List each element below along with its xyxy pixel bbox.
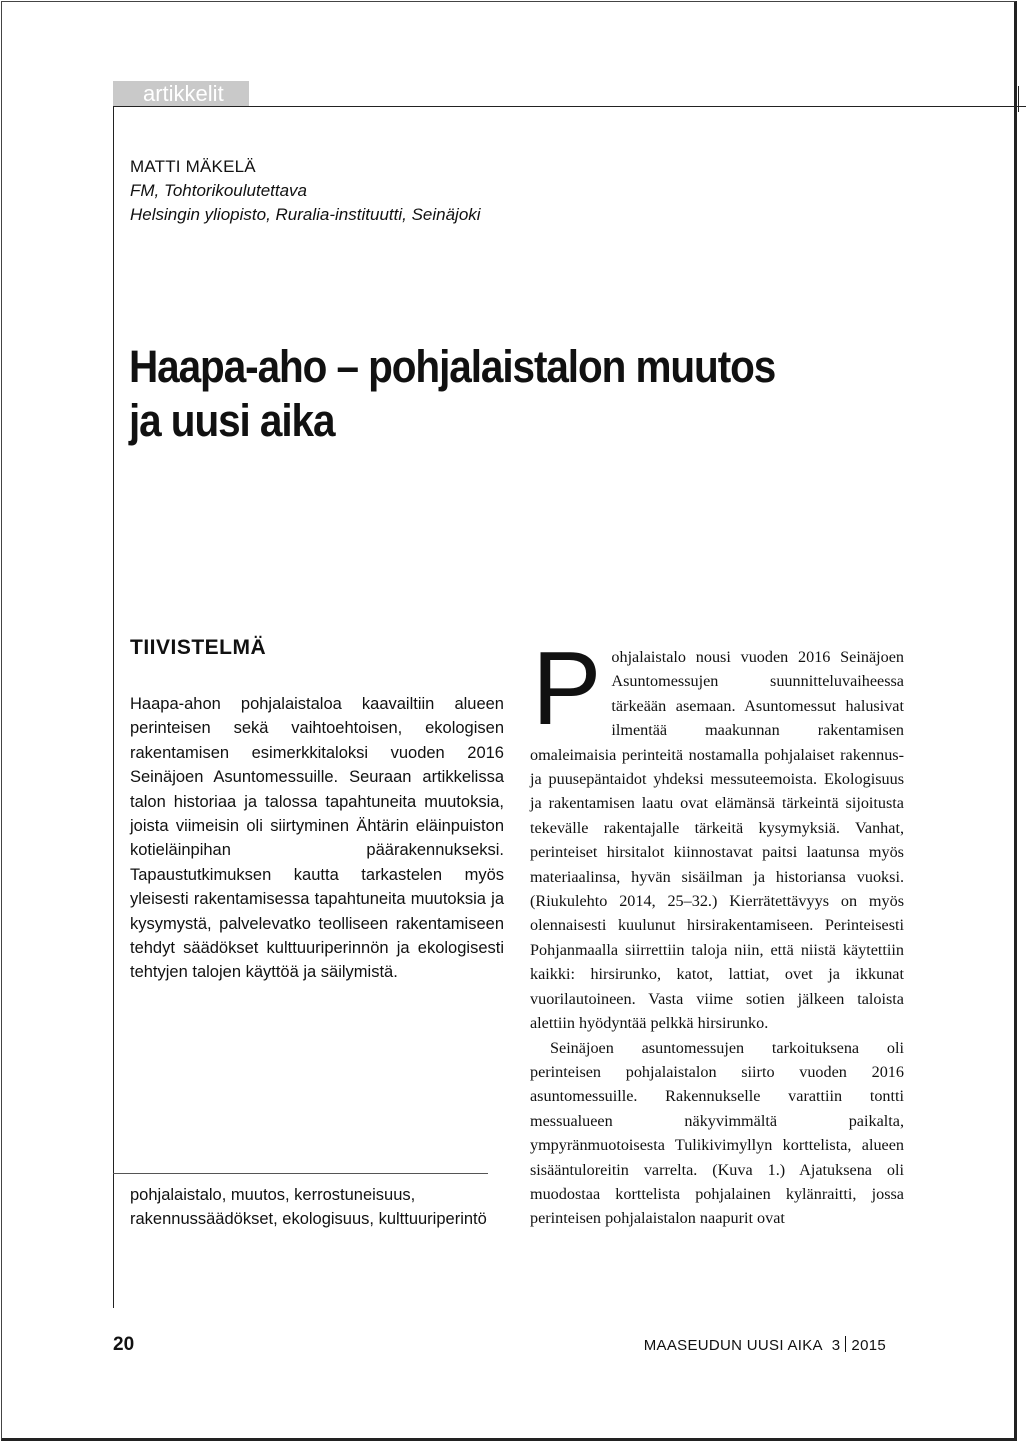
section-label: artikkelit bbox=[113, 81, 249, 106]
drop-cap: P bbox=[532, 631, 602, 747]
author-affiliation: Helsingin yliopisto, Ruralia-instituutti, Seinäjoki bbox=[130, 205, 481, 224]
article-title: Haapa-aho – pohjalaistalon muutos ja uusi aika bbox=[129, 341, 776, 446]
margin-rule bbox=[113, 106, 114, 1308]
author-name: MATTI MÄKELÄ bbox=[130, 157, 256, 176]
body-paragraph-1-text: ohjalaistalo nousi vuoden 2016 Seinäjoen Asuntomessujen suunnitteluvaiheessa tärkeään asemaan. Asuntomessut halusivat ilmentää maakunnan rakentamisen omaleimaisia perinteitä nostamalla pohjalaiset rakennus- ja puusepäntaidot yhdeksi messuteemoista. Ekologisuus ja rakentamisen laatu ovat elämänsä tärkeintä sijoitusta tekevälle rakentajalle tärkeitä kysymyksiä. Vanhat, perinteiset hirsitalot kiinnostavat paitsi laatunsa myös materiaalinsa, hyvän sisäilman ja historiansa vuoksi. (Riukulehto 2014, 25–32.) Kierrätettävyys on myös olennaisesti kuulunut hirsirakentamiseen. Perinteisesti Pohjanmaalla siirrettiin taloja niin, että niistä käytettiin kaikki: hirsirunko, katot, lattiat, ovet ja ikkunat vuorilautoineen. Vasta viime sotien jälkeen taloista alettiin hyödyntää pelkkä hirsirunko. bbox=[530, 648, 904, 1033]
corner-tick bbox=[1018, 86, 1019, 112]
body-paragraph-1 bbox=[530, 631, 904, 1036]
abstract-text: Haapa-ahon pohjalaistaloa kaavailtiin alueen perinteisen sekä vaihtoehtoisen, ekologisen rakentamisen esimerkkitaloksi vuoden 2016 Seinäjoen Asuntomessuille. Seuraan artikkelissa talon historiaa ja talossa tapahtuneita muutoksia, joista viimeisin oli siirtyminen Ähtärin eläinpuiston kotieläinpihan päärakennukseksi. Tapaustutkimuksen kautta tarkastelen myös yleisesti rakentamisessa tapahtuneita muutoksia ja kysymystä, palvelevatko teolliseen rakentamiseen tehdyt säädökset kulttuuriperinnön ja ekologisesti tehtyjen talojen käyttöä ja säilymistä. bbox=[130, 695, 504, 982]
page-number: 20 bbox=[113, 1334, 135, 1355]
journal-year: 2015 bbox=[851, 1337, 886, 1354]
body-column bbox=[530, 631, 904, 1231]
journal-issue: 3 bbox=[831, 1337, 841, 1354]
journal-name: MAASEUDUN UUSI AIKA bbox=[643, 1337, 823, 1354]
keywords-rule bbox=[113, 1173, 488, 1174]
keywords: pohjalaistalo, muutos, kerrostuneisuus, rakennussäädökset, ekologisuus, kulttuuriperintö bbox=[130, 1186, 487, 1229]
header-rule bbox=[113, 106, 1026, 107]
footer-separator bbox=[845, 1336, 846, 1352]
journal-footer bbox=[644, 1336, 886, 1354]
author-title: FM, Tohtorikoulutettava bbox=[130, 181, 308, 200]
body-paragraph-2: Seinäjoen asuntomessujen tarkoituksena oli perinteisen pohjalaistalon siirto vuoden 2016 asuntomessuille. Rakennukselle varattiin tontti messualueen näkyvimmältä paikalta, ympyränmuotoisesta Tulikivimyllyn korttelista, alueen sisääntuloreitin varrelta. (Kuva 1.) Ajatuksena oli muodostaa korttelista pohjalainen kylänraitti, jossa perinteisen pohjalaistalon naapurit ovat bbox=[530, 1038, 904, 1228]
author-block bbox=[130, 155, 481, 227]
abstract-heading: TIIVISTELMÄ bbox=[130, 636, 267, 659]
